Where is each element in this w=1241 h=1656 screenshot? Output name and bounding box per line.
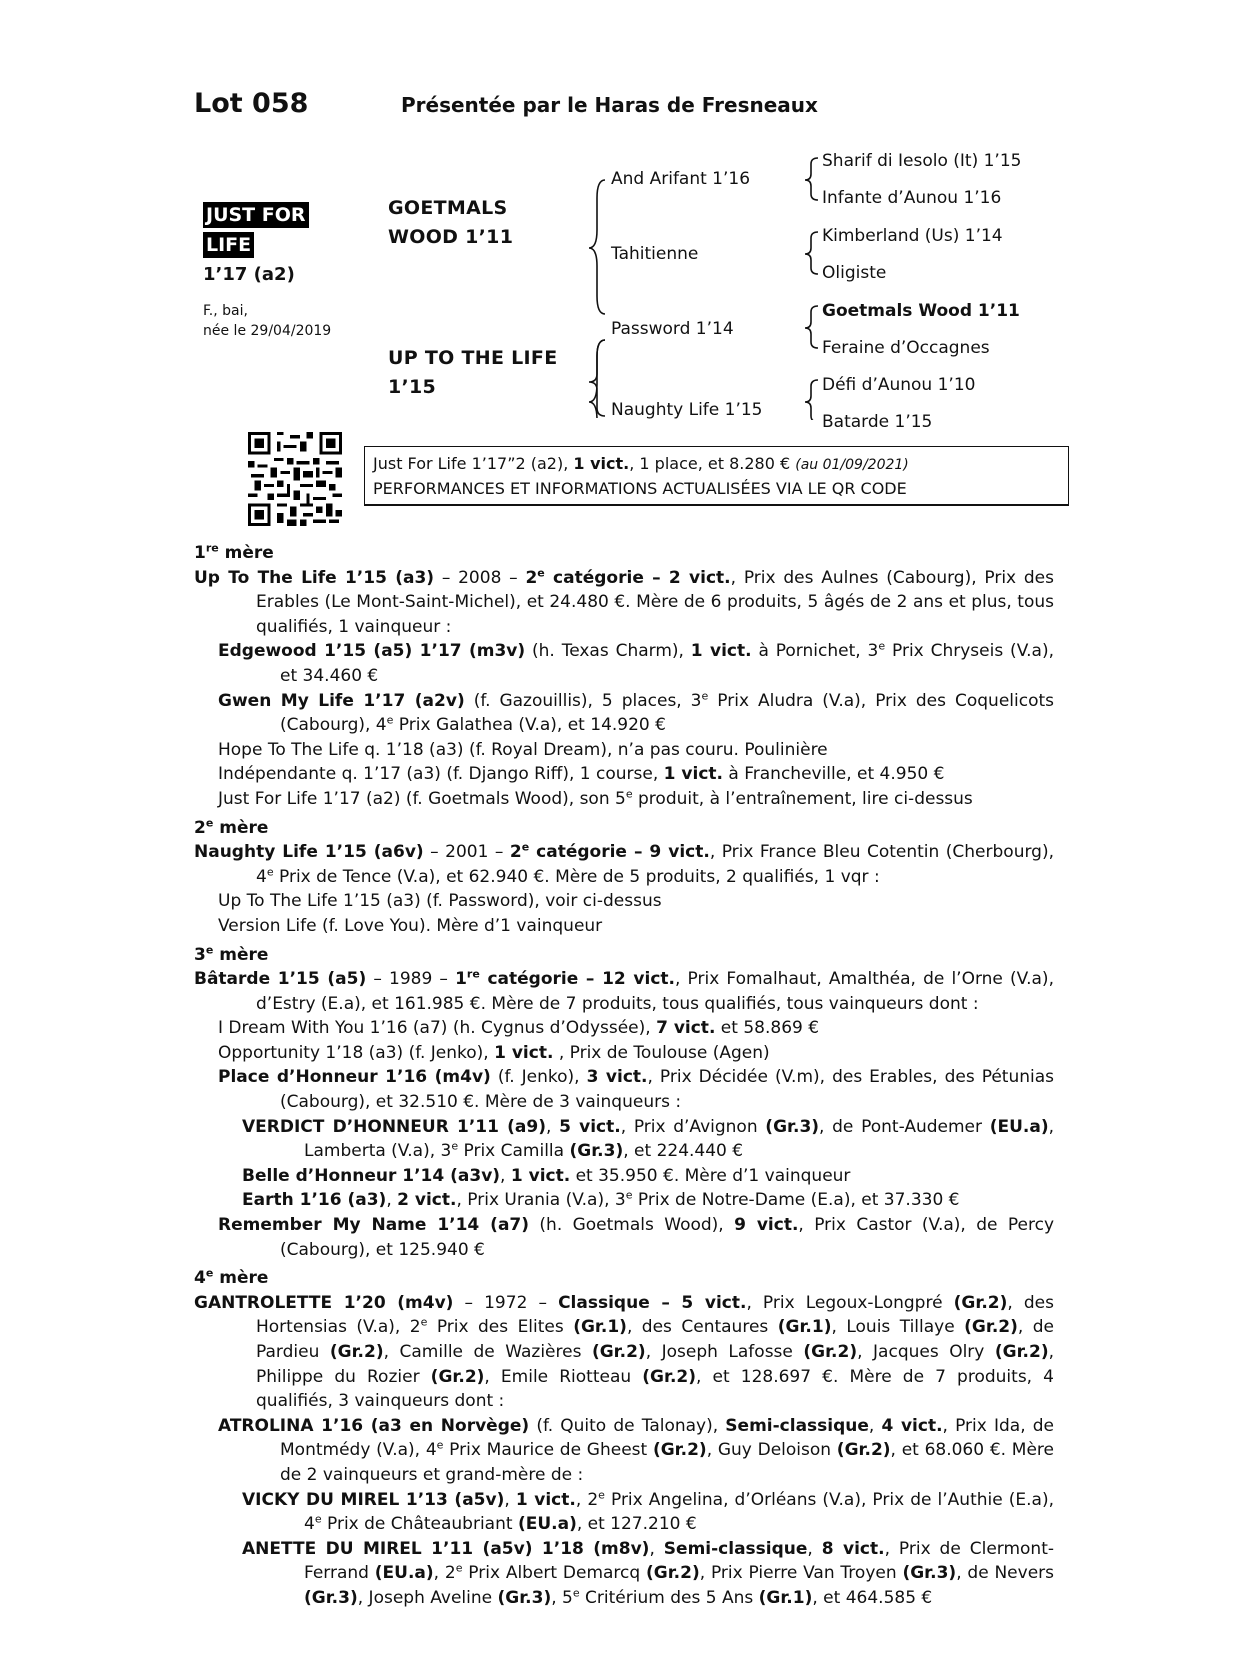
maternal-line	[194, 541, 1054, 1611]
sire-line2: WOOD 1’11	[388, 226, 514, 248]
horse-name-line2: LIFE	[203, 232, 254, 258]
produce-remember-my-name: Remember My Name 1’14 (a7) (h. Goetmals Wood), 9 vict., Prix Castor (V.a), de Percy (Cabourg), et 125.940 €	[218, 1215, 1054, 1260]
horse-name-line1: JUST FOR	[203, 202, 309, 228]
produce-belle-dhonneur: Belle d’Honneur 1’14 (a3v), 1 vict. et 35.950 €. Mère d’1 vainqueur	[242, 1165, 851, 1186]
dam-sire: Password 1’14	[611, 319, 734, 339]
horse-record: 1’17 (a2)	[203, 264, 295, 285]
dam-line1: UP TO THE LIFE	[388, 347, 558, 369]
horse-birthdate: née le 29/04/2019	[203, 323, 332, 339]
dam-dam: Naughty Life 1’15	[611, 400, 763, 420]
lot-number: Lot 058	[194, 88, 309, 119]
performance-line1	[373, 452, 1060, 477]
perf-wins: 1 vict.	[573, 454, 630, 473]
produce-version-life: Version Life (f. Love You). Mère d’1 vainqueur	[218, 915, 603, 936]
first-dam-entry: Up To The Life 1’15 (a3) – 2008 – 2e catégorie – 2 vict., Prix des Aulnes (Cabourg), Prix des Erables (Le Mont-Saint-Michel), et 24.480 €. Mère de 6 produits, 5 âgés de 2 ans et plus, tous qualifiés, 1 vainqueur :	[194, 565, 1054, 637]
ggp-7: Défi d’Aunou 1’10	[822, 375, 976, 395]
presenter: Présentée par le Haras de Fresneaux	[401, 93, 818, 117]
ggp-5: Goetmals Wood 1’11	[822, 301, 1020, 321]
ggp-1: Sharif di Iesolo (It) 1’15	[822, 151, 1022, 171]
fourth-dam-entry: GANTROLETTE 1’20 (m4v) – 1972 – Classique – 5 vict., Prix Legoux-Longpré (Gr.2), des Hortensias (V.a), 2e Prix des Elites (Gr.1), des Centaures (Gr.1), Louis Tillaye (Gr.2), de Pardieu (Gr.2), Camille de Wazières (Gr.2), Joseph Lafosse (Gr.2), Jacques Olry (Gr.2), Philippe du Rozier (Gr.2), Emile Riotteau (Gr.2), et 128.697 €. Mère de 7 produits, 4 qualifiés, 3 vainqueurs dont :	[194, 1292, 1055, 1412]
produce-gwen-my-life: Gwen My Life 1’17 (a2v) (f. Gazouillis), 5 places, 3e Prix Aludra (V.a), Prix des Coquelicots (Cabourg), 4e Prix Galathea (V.a), et 14.920 €	[218, 688, 1054, 736]
horse-info	[203, 301, 363, 341]
perf-name: Just For Life 1’17”2 (a2),	[373, 454, 574, 473]
brace-sire	[589, 180, 605, 314]
sire-dam: Tahitienne	[611, 244, 699, 264]
ggp-8: Batarde 1’15	[822, 412, 933, 432]
pedigree-braces-ggp	[802, 150, 822, 420]
produce-just-for-life: Just For Life 1’17 (a2) (f. Goetmals Wood), son 5e produit, à l’entraînement, lire ci-dessus	[218, 787, 973, 809]
dam	[388, 344, 558, 402]
produce-verdict-dhonneur: VERDICT D’HONNEUR 1’11 (a9), 5 vict., Prix d’Avignon (Gr.3), de Pont-Audemer (EU.a), Lamberta (V.a), 3e Prix Camilla (Gr.3), et 224.440 €	[242, 1116, 1054, 1162]
ggp-2: Infante d’Aunou 1’16	[822, 188, 1002, 208]
brace-ggp-2	[805, 232, 818, 274]
sire-line1: GOETMALS	[388, 197, 508, 219]
third-dam-entry: Bâtarde 1’15 (a5) – 1989 – 1re catégorie – 12 vict., Prix Fomalhaut, Amalthéa, de l’Orne (V.a), d’Estry (E.a), et 161.985 €. Mère de 7 produits, tous qualifiés, tous vainqueurs dont :	[194, 967, 1054, 1014]
ggp-3: Kimberland (Us) 1’14	[822, 226, 1003, 246]
produce-independante: Indépendante q. 1’17 (a3) (f. Django Riff), 1 course, 1 vict. à Francheville, et 4.950 €	[218, 764, 945, 785]
horse-name	[203, 200, 328, 260]
produce-vicky-du-mirel: VICKY DU MIREL 1’13 (a5v), 1 vict., 2e Prix Angelina, d’Orléans (V.a), Prix de l’Authie (E.a), 4e Prix de Châteaubriant (EU.a), et 127.210 €	[242, 1487, 1054, 1535]
sire	[388, 194, 513, 252]
performance-line2: PERFORMANCES ET INFORMATIONS ACTUALISÉES VIA LE QR CODE	[373, 479, 907, 498]
performance-box	[364, 446, 1069, 506]
ggp-6: Feraine d’Occagnes	[822, 338, 990, 358]
produce-up-to-the-life: Up To The Life 1’15 (a3) (f. Password), voir ci-dessus	[218, 891, 662, 912]
produce-opportunity: Opportunity 1’18 (a3) (f. Jenko), 1 vict. , Prix de Toulouse (Agen)	[218, 1042, 770, 1063]
qr-code-icon[interactable]	[248, 432, 342, 526]
brace-ggp-1	[805, 158, 818, 200]
perf-earnings: , 1 place, et 8.280 €	[629, 454, 796, 473]
produce-edgewood: Edgewood 1’15 (a5) 1’17 (m3v) (h. Texas Charm), 1 vict. à Pornichet, 3e Prix Chryseis (V.a), et 34.460 €	[218, 639, 1054, 686]
produce-anette-du-mirel: ANETTE DU MIREL 1’11 (a5v) 1’18 (m8v), Semi-classique, 8 vict., Prix de Clermont-Ferrand (EU.a), 2e Prix Albert Demarcq (Gr.2), Prix Pierre Van Troyen (Gr.3), de Nevers (Gr.3), Joseph Aveline (Gr.3), 5e Critérium des 5 Ans (Gr.1), et 464.585 €	[242, 1538, 1055, 1608]
sire-sire: And Arifant 1’16	[611, 169, 751, 189]
horse-sex-color: F., bai,	[203, 303, 248, 319]
brace-ggp-4	[805, 380, 818, 420]
first-dam-title: 1re mère	[194, 541, 274, 563]
brace-dam	[589, 340, 605, 416]
dam-line2: 1’15	[388, 376, 437, 398]
ggp-4: Oligiste	[822, 263, 887, 283]
produce-i-dream-with-you: I Dream With You 1’16 (a7) (h. Cygnus d’Odyssée), 7 vict. et 58.869 €	[218, 1018, 820, 1039]
third-dam-title: 3e mère	[194, 942, 269, 965]
second-dam-title: 2e mère	[194, 815, 269, 838]
fourth-dam-title: 4e mère	[194, 1266, 269, 1289]
perf-date: (au 01/09/2021)	[795, 457, 909, 473]
brace-ggp-3	[805, 306, 818, 348]
produce-hope-to-the-life: Hope To The Life q. 1’18 (a3) (f. Royal Dream), n’a pas couru. Poulinière	[218, 739, 828, 760]
produce-earth: Earth 1’16 (a3), 2 vict., Prix Urania (V.a), 3e Prix de Notre-Dame (E.a), et 37.330 €	[242, 1188, 960, 1211]
produce-place-dhonneur: Place d’Honneur 1’16 (m4v) (f. Jenko), 3 vict., Prix Décidée (V.m), des Erables, des Pétunias (Cabourg), et 32.510 €. Mère de 3 vainqueurs :	[218, 1067, 1055, 1113]
second-dam-entry: Naughty Life 1’15 (a6v) – 2001 – 2e catégorie – 9 vict., Prix France Bleu Cotentin (Cherbourg), 4e Prix de Tence (V.a), et 62.940 €. Mère de 5 produits, 2 qualifiés, 1 vqr :	[194, 840, 1054, 887]
produce-atrolina: ATROLINA 1’16 (a3 en Norvège) (f. Quito de Talonay), Semi-classique, 4 vict., Prix Ida, de Montmédy (V.a), 4e Prix Maurice de Gheest (Gr.2), Guy Deloison (Gr.2), et 68.060 €. Mère de 2 vainqueurs et grand-mère de :	[218, 1415, 1054, 1485]
